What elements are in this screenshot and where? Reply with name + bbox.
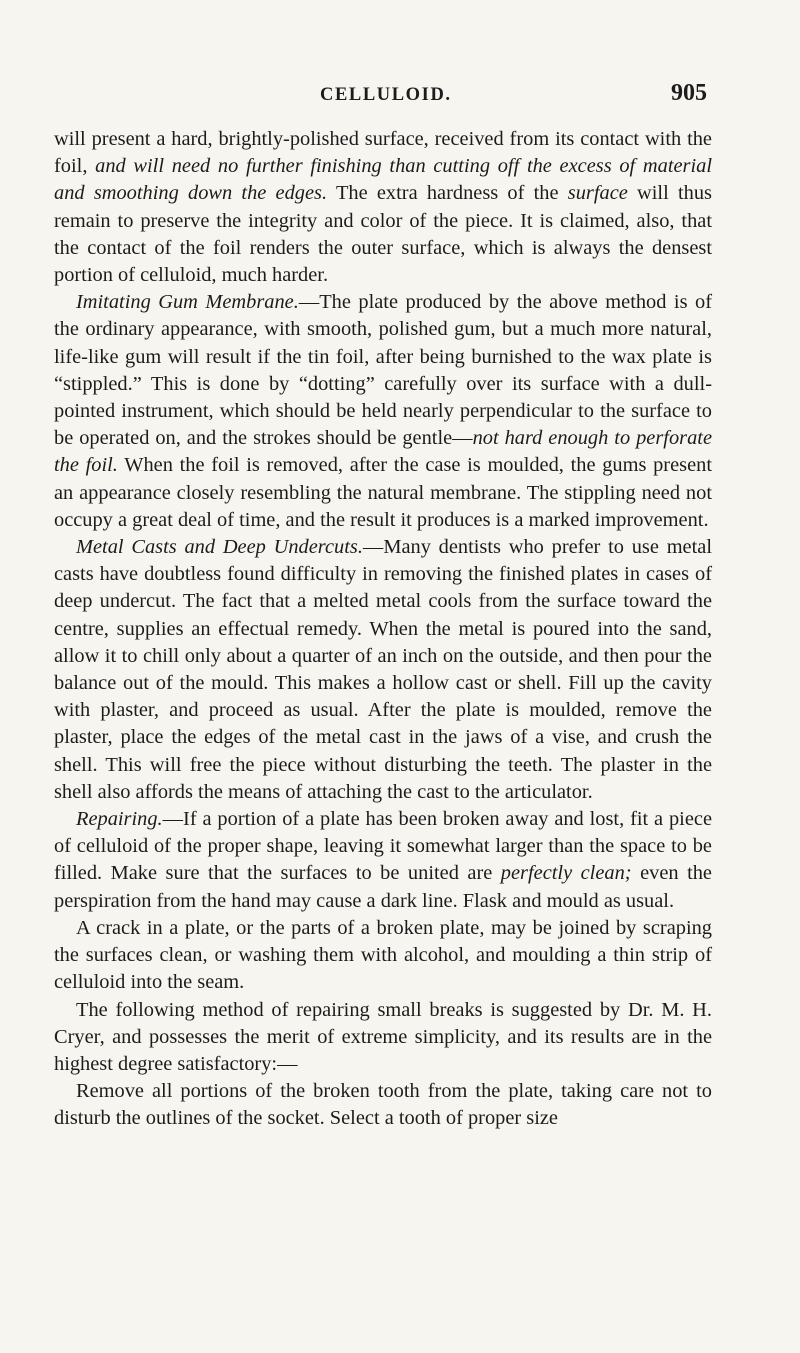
text-run: The extra hardness of the <box>327 182 568 205</box>
paragraph <box>54 126 712 289</box>
italic-text: and will need no further finishing than cutting off the excess of material and smoothing down the edges. <box>54 155 712 205</box>
page-number: 905 <box>671 80 707 106</box>
paragraph <box>54 997 712 1079</box>
text-run: —If a portion of a plate has been broken away and lost, fit a piece of celluloid of the proper shape, leaving it somewhat larger than the space to be filled. Make sure that the surfaces to be united are <box>54 808 712 885</box>
text-run: even the perspiration from the hand may cause a dark line. Flask and mould as usual. <box>54 862 712 912</box>
italic-text: perfectly clean; <box>500 862 632 885</box>
section-heading: Metal Casts and Deep Undercuts. <box>76 536 363 559</box>
paragraph <box>54 915 712 997</box>
text-run: will thus remain to preserve the integrity and color of the piece. It is claimed, also, that the contact of the foil renders the outer surface, which is always the densest portion of celluloid, much harder. <box>54 182 712 287</box>
section-heading: Repairing. <box>76 808 163 831</box>
text-run: A crack in a plate, or the parts of a broken plate, may be joined by scraping the surfaces clean, or washing them with alcohol, and moulding a thin strip of celluloid into the seam. <box>54 916 712 994</box>
section-heading: Imitating Gum Membrane. <box>76 291 299 314</box>
paragraph <box>54 806 712 915</box>
page-header <box>0 81 800 111</box>
italic-text: not hard enough to perforate the foil. <box>54 427 712 477</box>
text-run: will present a hard, brightly-polished surface, received from its contact with the foil, <box>54 128 712 178</box>
text-run: —Many dentists who prefer to use metal casts have doubtless found difficulty in removing the finished plates in cases of deep undercut. The fact that a melted metal cools from the surface toward the centre, supplies an effectual remedy. When the metal is poured into the sand, allow it to chill only about a quarter of an inch on the outside, and then pour the balance out of the mould. This makes a hollow cast or shell. Fill up the cavity with plaster, and proceed as usual. After the plate is moulded, remove the plaster, place the edges of the metal cast in the jaws of a vise, and crush the shell. This will free the piece without disturbing the teeth. The plaster in the shell also affords the means of attaching the cast to the articulator. <box>54 536 712 803</box>
paragraph <box>54 1078 712 1132</box>
text-run: —The plate produced by the above method is of the ordinary appearance, with smooth, polished gum, but a much more natural, life-like gum will result if the tin foil, after being burnished to the wax plate is “stippled.” This is done by “dotting” carefully over its surface with a dull-pointed instrument, which should be held nearly perpendicular to the surface to be operated on, and the strokes should be gentle— <box>54 291 712 450</box>
running-title: CELLULOID. <box>320 85 452 105</box>
body-text <box>54 126 712 1133</box>
paragraph <box>54 534 712 806</box>
text-run: Remove all portions of the broken tooth from the plate, taking care not to disturb the outlines of the socket. Select a tooth of proper size <box>54 1080 712 1130</box>
paragraph <box>54 289 712 534</box>
italic-text: surface <box>567 182 628 205</box>
text-run: When the foil is removed, after the case is moulded, the gums present an appearance closely resembling the natural membrane. The stippling need not occupy a great deal of time, and the result it produces is a marked improvement. <box>54 454 712 531</box>
text-run: The following method of repairing small breaks is suggested by Dr. M. H. Cryer, and possesses the merit of extreme simplicity, and its results are in the highest degree satisfactory:— <box>54 998 712 1075</box>
